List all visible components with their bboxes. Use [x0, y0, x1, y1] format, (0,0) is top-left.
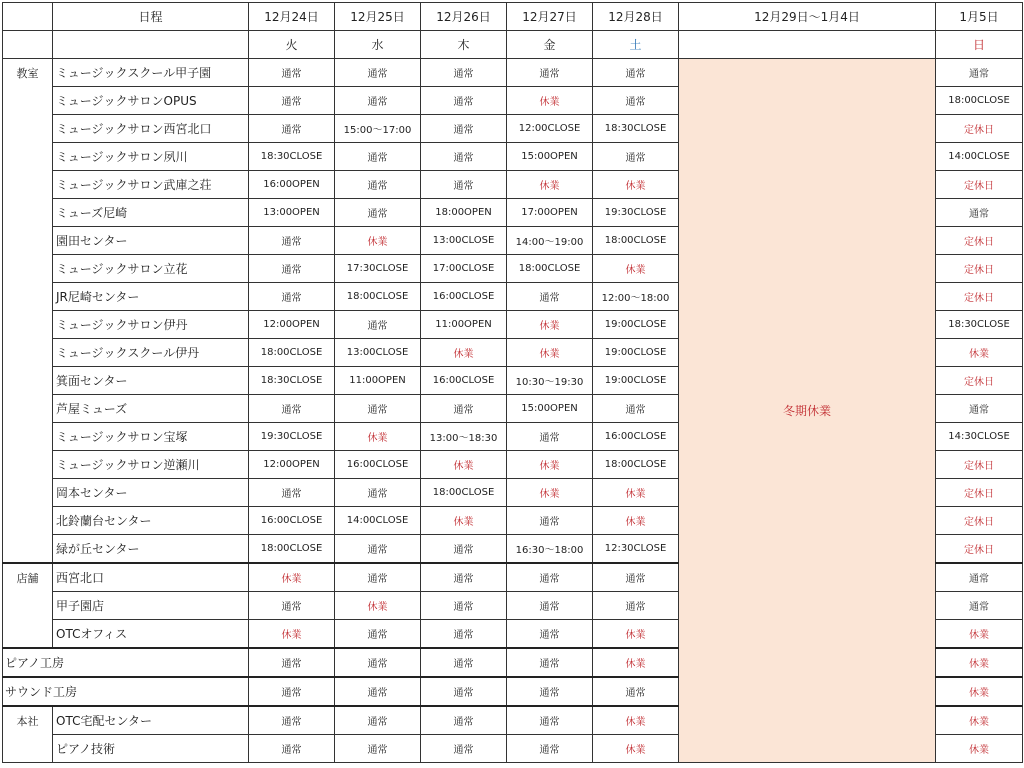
date-header: 12月29日～1月4日 [679, 3, 936, 31]
location-name: 緑が丘センター [53, 535, 249, 564]
group-label: 本社 [3, 706, 53, 763]
location-name: ミュージックスクール甲子園 [53, 59, 249, 87]
schedule-cell: 通常 [593, 87, 679, 115]
group-label: 教室 [3, 59, 53, 564]
schedule-cell: 休業 [936, 620, 1023, 649]
schedule-cell: 通常 [593, 592, 679, 620]
empty-cell [3, 31, 53, 59]
schedule-cell: 13:00～18:30 [421, 423, 507, 451]
weekday-header [679, 31, 936, 59]
schedule-cell: 通常 [421, 143, 507, 171]
schedule-cell: 通常 [335, 311, 421, 339]
schedule-cell: 通常 [507, 677, 593, 706]
location-name: 西宮北口 [53, 563, 249, 592]
schedule-cell: 定休日 [936, 479, 1023, 507]
schedule-cell: 休業 [507, 171, 593, 199]
schedule-cell: 通常 [936, 395, 1023, 423]
schedule-cell: 18:00CLOSE [507, 255, 593, 283]
date-header-row [3, 3, 1023, 31]
schedule-cell: 17:00OPEN [507, 199, 593, 227]
schedule-cell: 通常 [507, 648, 593, 677]
schedule-cell: 通常 [421, 171, 507, 199]
schedule-cell: 通常 [507, 563, 593, 592]
schedule-cell: 16:00CLOSE [335, 451, 421, 479]
schedule-cell: 13:00OPEN [249, 199, 335, 227]
schedule-cell: 16:00CLOSE [421, 367, 507, 395]
location-name: ミュージックサロン立花 [53, 255, 249, 283]
schedule-cell: 休業 [335, 592, 421, 620]
schedule-cell: 休業 [421, 451, 507, 479]
schedule-cell: 定休日 [936, 451, 1023, 479]
schedule-cell: 通常 [421, 677, 507, 706]
schedule-cell: 通常 [335, 620, 421, 649]
schedule-cell: 通常 [335, 199, 421, 227]
schedule-cell: 通常 [335, 535, 421, 564]
schedule-cell: 通常 [421, 648, 507, 677]
schedule-cell: 11:00OPEN [421, 311, 507, 339]
schedule-cell: 休業 [507, 339, 593, 367]
schedule-cell: 通常 [249, 479, 335, 507]
location-name: 芦屋ミューズ [53, 395, 249, 423]
schedule-cell: 16:30～18:00 [507, 535, 593, 564]
schedule-cell: 休業 [507, 311, 593, 339]
location-name: ミューズ尼崎 [53, 199, 249, 227]
schedule-cell: 定休日 [936, 115, 1023, 143]
schedule-cell: 通常 [335, 59, 421, 87]
schedule-cell: 12:00OPEN [249, 311, 335, 339]
schedule-cell: 16:00OPEN [249, 171, 335, 199]
schedule-cell: 通常 [249, 735, 335, 763]
schedule-cell: 通常 [421, 395, 507, 423]
schedule-cell: 通常 [249, 592, 335, 620]
schedule-cell: 休業 [936, 677, 1023, 706]
schedule-cell: 通常 [936, 59, 1023, 87]
schedule-cell: 12:00～18:00 [593, 283, 679, 311]
schedule-cell: 14:00CLOSE [335, 507, 421, 535]
schedule-cell: 18:30CLOSE [249, 143, 335, 171]
schedule-cell: 通常 [421, 87, 507, 115]
schedule-cell: 休業 [593, 171, 679, 199]
schedule-label: 日程 [53, 3, 249, 31]
schedule-cell: 通常 [593, 677, 679, 706]
schedule-cell: 通常 [335, 563, 421, 592]
holiday-schedule-table [2, 2, 1023, 763]
schedule-cell: 定休日 [936, 507, 1023, 535]
schedule-cell: 休業 [507, 451, 593, 479]
schedule-cell: 18:00CLOSE [249, 535, 335, 564]
date-header: 12月25日 [335, 3, 421, 31]
schedule-cell: 通常 [335, 677, 421, 706]
weekday-header: 火 [249, 31, 335, 59]
location-name: OTC宅配センター [53, 706, 249, 735]
schedule-cell: 17:30CLOSE [335, 255, 421, 283]
schedule-cell: 16:00CLOSE [593, 423, 679, 451]
schedule-cell: 19:00CLOSE [593, 367, 679, 395]
schedule-cell: 通常 [507, 59, 593, 87]
schedule-cell: 通常 [249, 255, 335, 283]
schedule-cell: 通常 [249, 227, 335, 255]
schedule-cell: 通常 [936, 199, 1023, 227]
schedule-cell: 休業 [593, 620, 679, 649]
schedule-cell: 定休日 [936, 367, 1023, 395]
schedule-cell: 通常 [507, 706, 593, 735]
schedule-cell: 通常 [593, 59, 679, 87]
schedule-cell: 休業 [507, 479, 593, 507]
schedule-cell: 休業 [335, 423, 421, 451]
location-name: ミュージックサロン西宮北口 [53, 115, 249, 143]
schedule-cell: 19:30CLOSE [593, 199, 679, 227]
schedule-cell: 通常 [421, 592, 507, 620]
schedule-cell: 休業 [936, 706, 1023, 735]
schedule-cell: 通常 [335, 735, 421, 763]
schedule-cell: 通常 [507, 423, 593, 451]
schedule-cell: 11:00OPEN [335, 367, 421, 395]
corner-cell [3, 3, 53, 31]
schedule-cell: 12:00OPEN [249, 451, 335, 479]
schedule-cell: 休業 [335, 227, 421, 255]
date-header: 12月28日 [593, 3, 679, 31]
schedule-cell: 通常 [421, 115, 507, 143]
group-label: 店舗 [3, 563, 53, 648]
schedule-cell: 15:00OPEN [507, 143, 593, 171]
location-name: ミュージックサロンOPUS [53, 87, 249, 115]
schedule-cell: 通常 [507, 507, 593, 535]
schedule-cell: 通常 [335, 648, 421, 677]
location-name: 箕面センター [53, 367, 249, 395]
schedule-cell: 定休日 [936, 255, 1023, 283]
location-name: OTCオフィス [53, 620, 249, 649]
weekday-header: 水 [335, 31, 421, 59]
location-name: ミュージックスクール伊丹 [53, 339, 249, 367]
schedule-cell: 通常 [335, 706, 421, 735]
schedule-cell: 休業 [593, 735, 679, 763]
schedule-cell: 通常 [593, 563, 679, 592]
schedule-cell: 通常 [421, 620, 507, 649]
schedule-cell: 10:30～19:30 [507, 367, 593, 395]
schedule-cell: 18:00CLOSE [593, 451, 679, 479]
schedule-cell: 15:00OPEN [507, 395, 593, 423]
location-name: ミュージックサロン伊丹 [53, 311, 249, 339]
date-header: 12月27日 [507, 3, 593, 31]
schedule-cell: 通常 [507, 620, 593, 649]
schedule-cell: 19:30CLOSE [249, 423, 335, 451]
date-header: 12月24日 [249, 3, 335, 31]
schedule-cell: 通常 [335, 171, 421, 199]
schedule-cell: 通常 [335, 143, 421, 171]
schedule-cell: 16:00CLOSE [249, 507, 335, 535]
schedule-cell: 休業 [249, 563, 335, 592]
schedule-cell: 通常 [421, 535, 507, 564]
schedule-cell: 通常 [249, 677, 335, 706]
schedule-cell: 12:00CLOSE [507, 115, 593, 143]
schedule-cell: 休業 [936, 735, 1023, 763]
schedule-cell: 定休日 [936, 535, 1023, 564]
schedule-cell: 14:30CLOSE [936, 423, 1023, 451]
empty-cell [53, 31, 249, 59]
schedule-cell: 17:00CLOSE [421, 255, 507, 283]
schedule-cell: 通常 [421, 706, 507, 735]
group-label: サウンド工房 [3, 677, 249, 706]
schedule-body [3, 59, 1023, 763]
schedule-cell: 通常 [335, 87, 421, 115]
schedule-cell: 休業 [593, 255, 679, 283]
schedule-cell: 休業 [593, 648, 679, 677]
date-header: 12月26日 [421, 3, 507, 31]
schedule-cell: 14:00CLOSE [936, 143, 1023, 171]
weekday-header-sunday: 日 [936, 31, 1023, 59]
schedule-cell: 定休日 [936, 227, 1023, 255]
schedule-cell: 18:00CLOSE [936, 87, 1023, 115]
schedule-cell: 通常 [936, 563, 1023, 592]
schedule-cell: 19:00CLOSE [593, 339, 679, 367]
winter-closure-cell: 冬期休業 [679, 59, 936, 763]
schedule-cell: 通常 [249, 648, 335, 677]
schedule-cell: 通常 [421, 735, 507, 763]
date-header: 1月5日 [936, 3, 1023, 31]
schedule-cell: 通常 [249, 395, 335, 423]
location-name: JR尼崎センター [53, 283, 249, 311]
schedule-cell: 通常 [335, 395, 421, 423]
schedule-cell: 通常 [593, 143, 679, 171]
schedule-cell: 休業 [936, 339, 1023, 367]
schedule-cell: 13:00CLOSE [335, 339, 421, 367]
weekday-header-saturday: 土 [593, 31, 679, 59]
schedule-cell: 休業 [593, 706, 679, 735]
schedule-cell: 通常 [249, 87, 335, 115]
location-name: 岡本センター [53, 479, 249, 507]
schedule-cell: 13:00CLOSE [421, 227, 507, 255]
schedule-cell: 通常 [593, 395, 679, 423]
schedule-cell: 18:00CLOSE [593, 227, 679, 255]
schedule-cell: 15:00～17:00 [335, 115, 421, 143]
location-name: ミュージックサロン夙川 [53, 143, 249, 171]
schedule-cell: 通常 [249, 59, 335, 87]
schedule-cell: 休業 [421, 339, 507, 367]
location-name: ミュージックサロン宝塚 [53, 423, 249, 451]
schedule-cell: 休業 [421, 507, 507, 535]
schedule-cell: 通常 [335, 479, 421, 507]
schedule-cell: 通常 [507, 592, 593, 620]
schedule-cell: 定休日 [936, 171, 1023, 199]
schedule-cell: 休業 [507, 87, 593, 115]
weekday-header-row [3, 31, 1023, 59]
schedule-cell: 休業 [593, 479, 679, 507]
location-name: 甲子園店 [53, 592, 249, 620]
schedule-cell: 18:00OPEN [421, 199, 507, 227]
schedule-cell: 通常 [507, 283, 593, 311]
schedule-cell: 休業 [249, 620, 335, 649]
schedule-cell: 通常 [936, 592, 1023, 620]
schedule-cell: 通常 [421, 59, 507, 87]
schedule-cell: 休業 [593, 507, 679, 535]
schedule-cell: 休業 [936, 648, 1023, 677]
table-row [3, 59, 1023, 87]
schedule-cell: 16:00CLOSE [421, 283, 507, 311]
schedule-cell: 18:30CLOSE [936, 311, 1023, 339]
schedule-cell: 通常 [249, 706, 335, 735]
location-name: 園田センター [53, 227, 249, 255]
schedule-cell: 18:30CLOSE [249, 367, 335, 395]
schedule-cell: 通常 [421, 563, 507, 592]
weekday-header: 金 [507, 31, 593, 59]
weekday-header: 木 [421, 31, 507, 59]
location-name: ミュージックサロン逆瀬川 [53, 451, 249, 479]
location-name: ピアノ技術 [53, 735, 249, 763]
schedule-cell: 通常 [507, 735, 593, 763]
schedule-cell: 18:30CLOSE [593, 115, 679, 143]
schedule-cell: 18:00CLOSE [421, 479, 507, 507]
schedule-cell: 14:00～19:00 [507, 227, 593, 255]
schedule-cell: 12:30CLOSE [593, 535, 679, 564]
schedule-cell: 定休日 [936, 283, 1023, 311]
location-name: 北鈴蘭台センター [53, 507, 249, 535]
schedule-cell: 通常 [249, 115, 335, 143]
schedule-cell: 19:00CLOSE [593, 311, 679, 339]
schedule-cell: 通常 [249, 283, 335, 311]
location-name: ミュージックサロン武庫之荘 [53, 171, 249, 199]
group-label: ピアノ工房 [3, 648, 249, 677]
schedule-cell: 18:00CLOSE [335, 283, 421, 311]
schedule-cell: 18:00CLOSE [249, 339, 335, 367]
